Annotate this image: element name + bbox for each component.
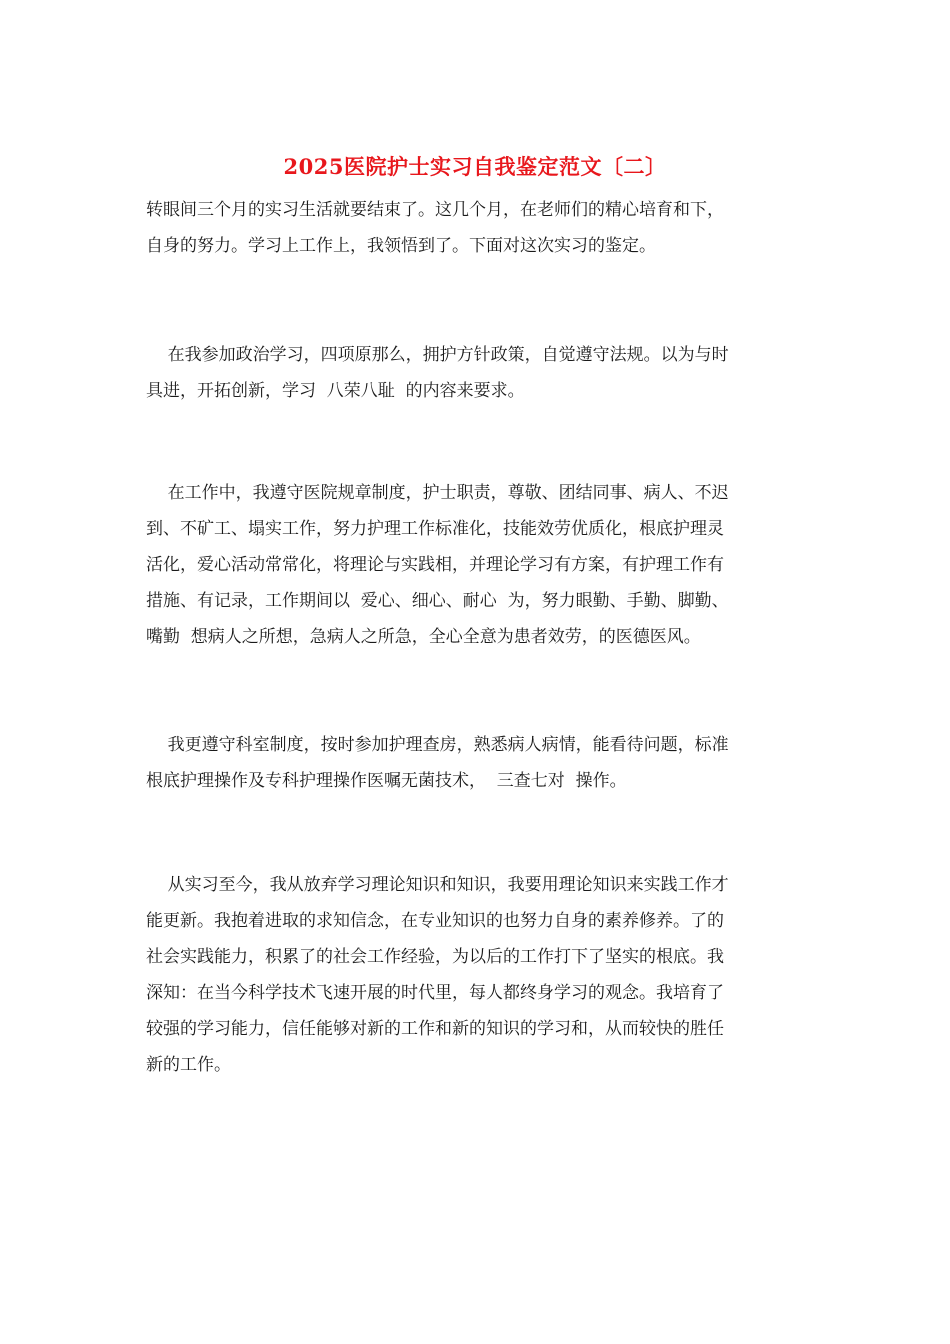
paragraph-line: 能更新。我抱着进取的求知信念，在专业知识的也努力自身的素养修养。了的 bbox=[146, 911, 724, 931]
paragraph-line: 深知：在当今科学技术飞速开展的时代里，每人都终身学习的观念。我培育了 bbox=[146, 983, 724, 1003]
paragraph-line: 转眼间三个月的实习生活就要结束了。这几个月，在老师们的精心培育和下， bbox=[146, 200, 724, 220]
paragraph-politics bbox=[146, 337, 812, 409]
paragraph-line: 措施、有记录，工作期间以 爱心、细心、耐心 为，努力眼勤、手勤、脚勤、 bbox=[146, 591, 729, 611]
paragraph-line: 新的工作。 bbox=[146, 1055, 231, 1075]
paragraph-department bbox=[146, 727, 812, 799]
paragraph-line: 嘴勤 想病人之所想，急病人之所急，全心全意为患者效劳，的医德医风。 bbox=[146, 627, 701, 647]
paragraph-line: 具进，开拓创新，学习 八荣八耻 的内容来要求。 bbox=[146, 381, 525, 401]
document-title: 2025医院护士实习自我鉴定范文〔二〕 bbox=[283, 154, 667, 179]
paragraph-line: 活化，爱心活动常常化，将理论与实践相，并理论学习有方案，有护理工作有 bbox=[146, 555, 724, 575]
paragraph-line: 我更遵守科室制度，按时参加护理查房，熟悉病人病情，能看待问题，标准 bbox=[146, 735, 729, 755]
paragraph-line: 在我参加政治学习，四项原那么，拥护方针政策，自觉遵守法规。以为与时 bbox=[146, 345, 729, 365]
paragraph-line: 到、不矿工、塌实工作，努力护理工作标准化，技能效劳优质化，根底护理灵 bbox=[146, 519, 724, 539]
paragraph-work bbox=[146, 475, 812, 655]
paragraph-learning bbox=[146, 867, 812, 1083]
paragraph-line: 从实习至今，我从放弃学习理论知识和知识，我要用理论知识来实践工作才 bbox=[146, 875, 729, 895]
paragraph-line: 社会实践能力，积累了的社会工作经验，为以后的工作打下了坚实的根底。我 bbox=[146, 947, 724, 967]
paragraph-line: 在工作中，我遵守医院规章制度，护士职责，尊敬、团结同事、病人、不迟 bbox=[146, 483, 729, 503]
paragraph-intro bbox=[146, 192, 812, 264]
paragraph-line: 较强的学习能力，信任能够对新的工作和新的知识的学习和，从而较快的胜任 bbox=[146, 1019, 724, 1039]
paragraph-line: 自身的努力。学习上工作上，我领悟到了。下面对这次实习的鉴定。 bbox=[146, 236, 656, 256]
paragraph-line: 根底护理操作及专科护理操作医嘱无菌技术， 三查七对 操作。 bbox=[146, 771, 627, 791]
